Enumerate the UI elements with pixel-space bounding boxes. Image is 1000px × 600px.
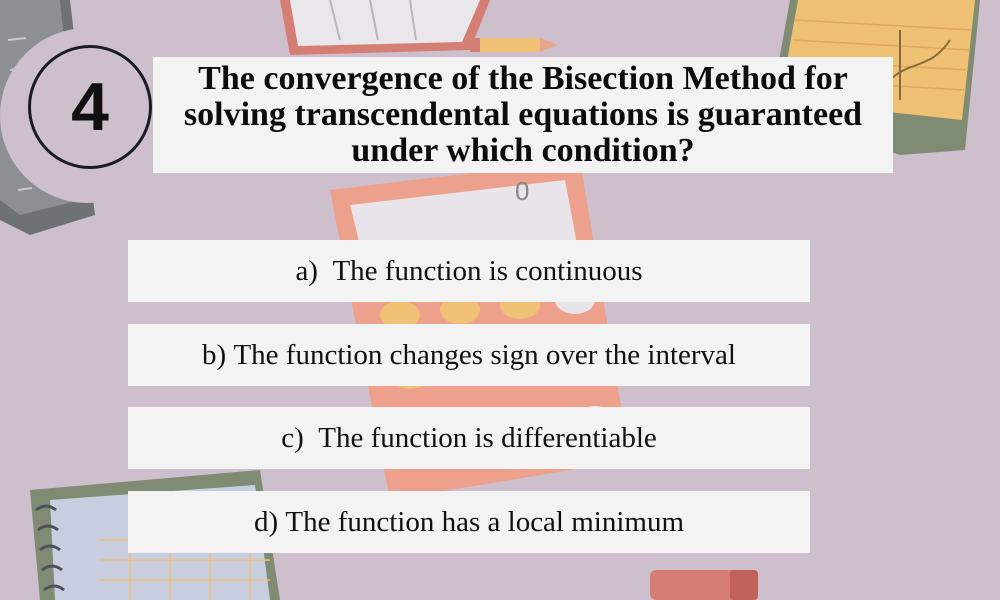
pencil-illustration xyxy=(470,30,560,60)
option-text: The function changes sign over the interval xyxy=(233,338,736,371)
question-number: 4 xyxy=(71,69,109,145)
option-text: The function is differentiable xyxy=(318,421,657,454)
question-text: The convergence of the Bisection Method for solving transcendental equations is guaranteed under which condition? xyxy=(183,60,863,169)
question-number-badge xyxy=(28,45,152,169)
svg-text:0: 0 xyxy=(515,176,530,206)
option-letter: b) xyxy=(202,338,227,371)
option-a[interactable] xyxy=(128,240,810,302)
option-text: The function is continuous xyxy=(332,254,643,287)
option-letter: c) xyxy=(281,421,304,454)
option-c[interactable] xyxy=(128,407,810,469)
option-text: The function has a local minimum xyxy=(285,505,685,538)
option-letter: d) xyxy=(253,505,279,538)
marker-illustration xyxy=(650,565,760,600)
option-letter: a) xyxy=(295,254,318,287)
option-d[interactable] xyxy=(128,491,810,553)
question-panel xyxy=(153,57,893,173)
option-b[interactable] xyxy=(128,324,810,386)
